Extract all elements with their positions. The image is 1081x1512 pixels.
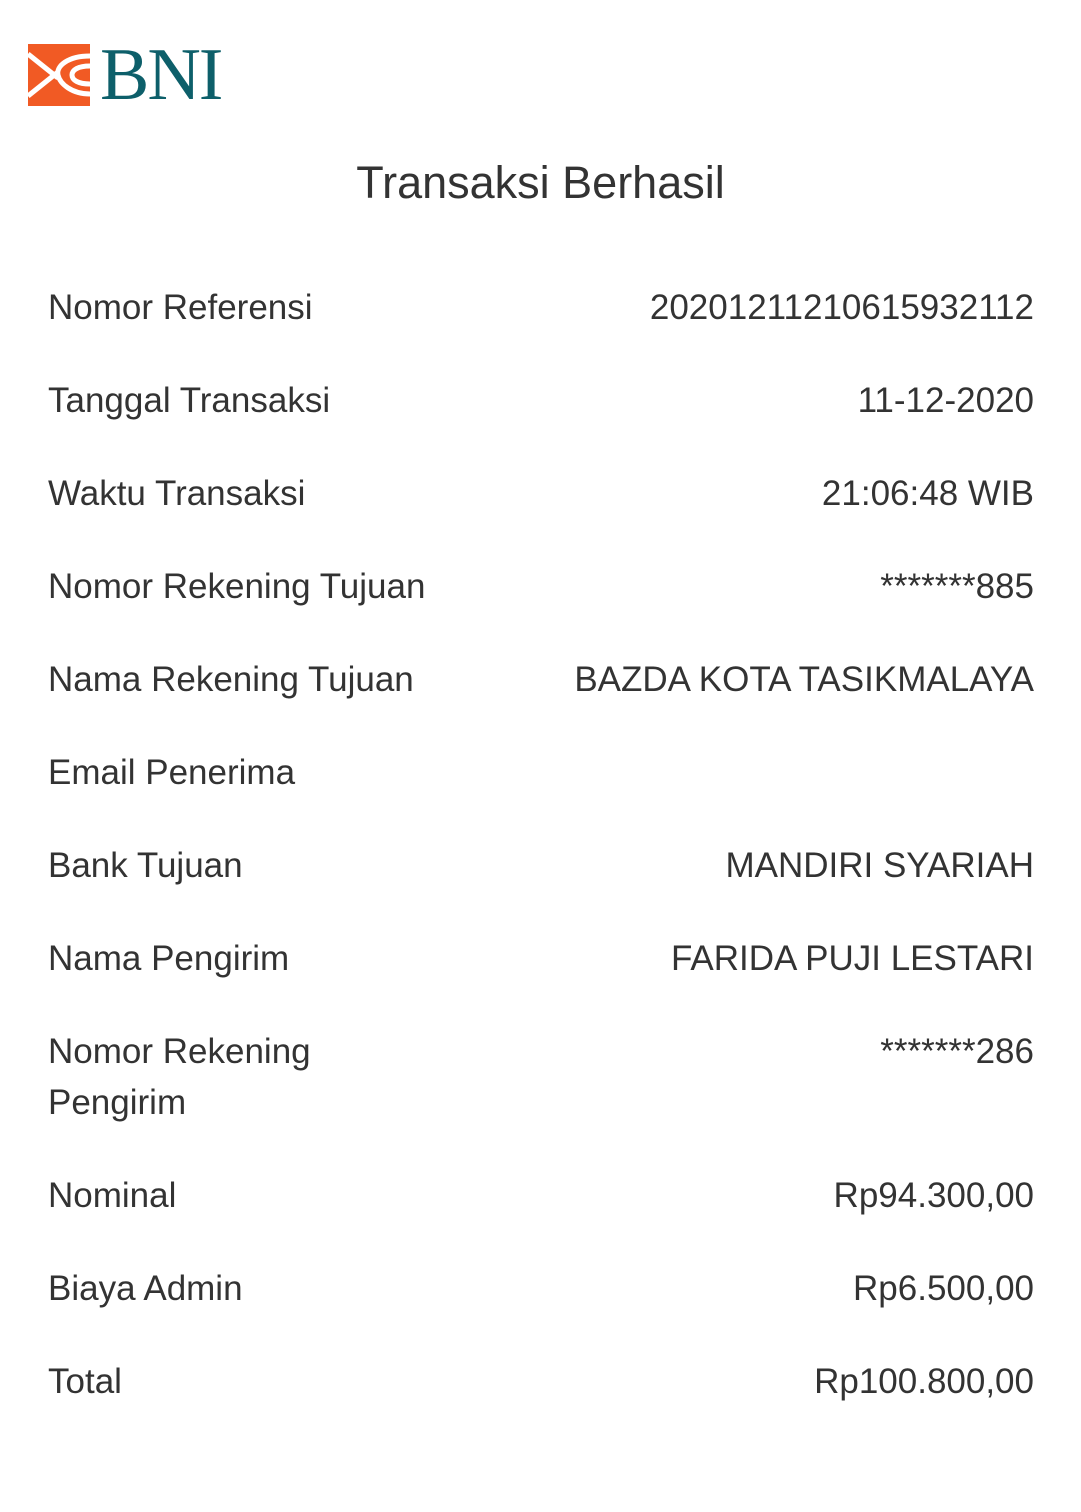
- detail-label: Nomor Rekening Pengirim: [48, 1032, 311, 1122]
- detail-row-nomor-rekening-tujuan: [48, 561, 1034, 612]
- detail-row-nama-rekening-tujuan: [48, 654, 1034, 705]
- detail-value: MANDIRI SYARIAH: [725, 846, 1034, 885]
- detail-row-nomor-rekening-pengirim: [48, 1026, 1034, 1128]
- detail-label: Nominal: [48, 1176, 177, 1215]
- detail-label: Nomor Referensi: [48, 288, 313, 327]
- logo-text: BNI: [100, 34, 222, 116]
- detail-label: Biaya Admin: [48, 1269, 243, 1308]
- detail-label: Nama Pengirim: [48, 939, 290, 978]
- detail-label: Email Penerima: [48, 753, 296, 792]
- detail-label: Nomor Rekening Tujuan: [48, 567, 426, 606]
- detail-row-waktu-transaksi: [48, 468, 1034, 519]
- detail-value: Rp94.300,00: [833, 1176, 1034, 1215]
- detail-value: *******885: [880, 567, 1034, 606]
- transaction-details: [48, 282, 1034, 1449]
- detail-value: 21:06:48 WIB: [821, 474, 1034, 513]
- detail-row-nama-pengirim: [48, 933, 1034, 984]
- detail-label: Bank Tujuan: [48, 846, 243, 885]
- detail-row-biaya-admin: [48, 1263, 1034, 1314]
- detail-label: Waktu Transaksi: [48, 474, 306, 513]
- detail-row-email-penerima: [48, 747, 1034, 798]
- detail-label: Tanggal Transaksi: [48, 381, 331, 420]
- detail-value: Rp100.800,00: [814, 1362, 1034, 1401]
- detail-value: 20201211210615932112: [649, 288, 1034, 327]
- page-title: Transaksi Berhasil: [356, 157, 725, 208]
- detail-value: BAZDA KOTA TASIKMALAYA: [574, 660, 1034, 699]
- detail-row-total: [48, 1356, 1034, 1407]
- detail-value: 11-12-2020: [857, 381, 1034, 420]
- detail-value: Rp6.500,00: [853, 1269, 1034, 1308]
- detail-value: *******286: [880, 1032, 1034, 1071]
- bni-emblem-icon: [28, 44, 90, 106]
- detail-label: Nama Rekening Tujuan: [48, 660, 414, 699]
- bni-logo: [28, 34, 222, 116]
- detail-row-nominal: [48, 1170, 1034, 1221]
- detail-row-bank-tujuan: [48, 840, 1034, 891]
- detail-row-tanggal-transaksi: [48, 375, 1034, 426]
- detail-row-nomor-referensi: [48, 282, 1034, 333]
- detail-label: Total: [48, 1362, 122, 1401]
- detail-value: FARIDA PUJI LESTARI: [670, 939, 1034, 978]
